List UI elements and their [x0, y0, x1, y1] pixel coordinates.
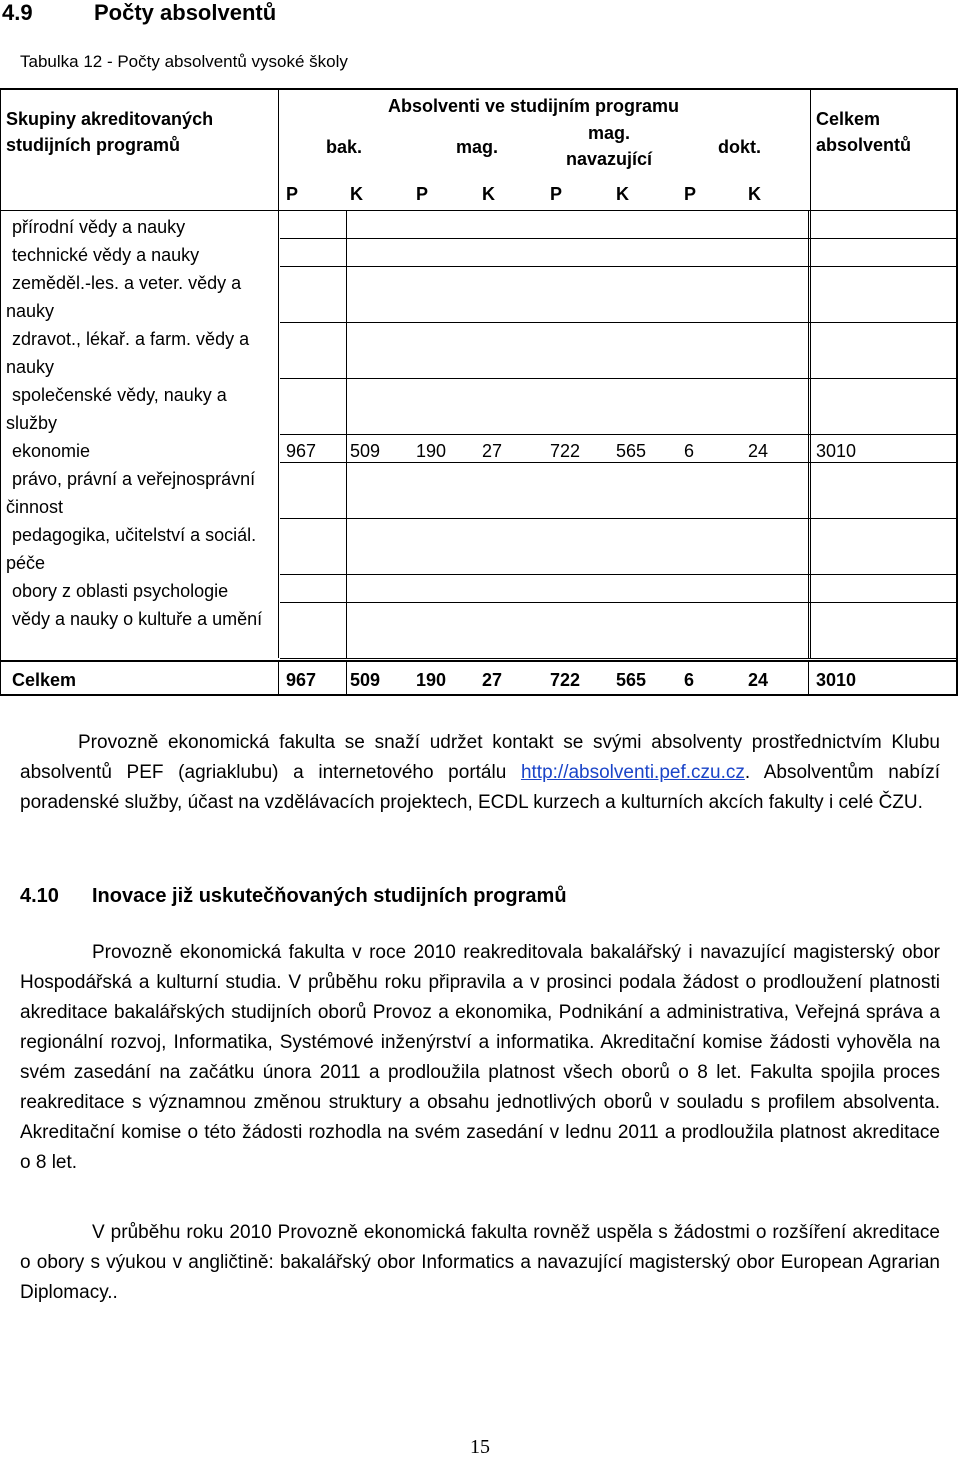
- header-separator: [0, 210, 280, 211]
- total-row-value: 24: [748, 670, 769, 690]
- row-total: 3010: [816, 441, 857, 461]
- total-row-top: [0, 660, 958, 662]
- alumni-portal-link[interactable]: http://absolventi.pef.czu.cz: [520, 762, 745, 783]
- table-hline: [280, 602, 810, 603]
- table-hline: [280, 462, 810, 463]
- section2-number: 4.10: [20, 885, 59, 907]
- program-type-3: dokt.: [718, 137, 761, 157]
- total-row-value: 967: [286, 670, 317, 690]
- table-vline: [278, 210, 279, 658]
- form-4: P: [550, 184, 563, 204]
- section-title: Počty absolventů: [94, 0, 277, 25]
- table-hline: [810, 574, 956, 575]
- table-vline: [346, 660, 347, 696]
- form-0: P: [286, 184, 299, 204]
- row-label: společenské vědy, nauky a služby: [6, 385, 227, 433]
- table-vline: [278, 88, 279, 210]
- table-hline: [810, 658, 956, 659]
- row-value: 967: [286, 441, 317, 461]
- program-type-2: mag. navazující: [565, 123, 653, 169]
- table-caption: Tabulka 12 - Počty absolventů vysoké školy: [20, 52, 348, 71]
- row-value: 722: [550, 441, 581, 461]
- table-vline: [278, 660, 279, 696]
- english-programs-paragraph: [20, 1218, 940, 1308]
- total-row-value: 27: [482, 670, 503, 690]
- row-label: ekonomie: [12, 441, 91, 461]
- row-value: 6: [684, 441, 695, 461]
- table-hline: [810, 266, 956, 267]
- program-type-1: mag.: [456, 137, 499, 157]
- table-border-bottom: [0, 694, 958, 696]
- form-5: K: [616, 184, 629, 204]
- table-vline: [810, 88, 811, 210]
- section2-title: Inovace již uskutečňovaných studijních programů: [92, 885, 567, 907]
- row-value: 509: [350, 441, 381, 461]
- total-row-value: 565: [616, 670, 647, 690]
- english-programs-text: V průběhu roku 2010 Provozně ekonomická fakulta rovněž uspěla s žádostmi o rozšíření akreditace o obory s výukou v angličtině: bakalářský obor Informatics a navazující magisterský obor European Agrarian Diplomacy..: [20, 1222, 940, 1303]
- table-hline: [810, 210, 956, 211]
- table-vline: [808, 210, 809, 658]
- section-number: 4.9: [2, 0, 33, 25]
- total-row-label: Celkem: [12, 670, 77, 690]
- row-label: obory z oblasti psychologie: [12, 581, 229, 601]
- total-row-value: 509: [350, 670, 381, 690]
- form-7: K: [748, 184, 761, 204]
- page-number: 15: [470, 1436, 490, 1458]
- header-programs: Absolventi ve studijním programu: [388, 96, 680, 116]
- total-row-value: 722: [550, 670, 581, 690]
- row-value: 27: [482, 441, 503, 461]
- row-label: zdravot., lékař. a farm. vědy a nauky: [6, 329, 250, 377]
- form-3: K: [482, 184, 495, 204]
- row-value: 565: [616, 441, 647, 461]
- header-total: Celkem absolventů: [816, 109, 912, 155]
- row-label: technické vědy a nauky: [12, 245, 200, 265]
- table-hline: [810, 378, 956, 379]
- form-2: P: [416, 184, 429, 204]
- table-hline: [280, 322, 810, 323]
- row-label: přírodní vědy a nauky: [12, 217, 186, 237]
- table-border-left: [0, 88, 1, 696]
- table-border-right: [956, 88, 958, 696]
- table-vline: [808, 660, 809, 696]
- alumni-paragraph: [20, 728, 940, 818]
- form-1: K: [350, 184, 363, 204]
- row-label: právo, právní a veřejnosprávní činnost: [6, 469, 256, 517]
- row-label: vědy a nauky o kultuře a umění: [12, 609, 263, 629]
- table-hline: [280, 210, 810, 211]
- table-hline: [810, 434, 956, 435]
- section2-heading: [20, 885, 567, 908]
- table-hline: [810, 238, 956, 239]
- alumni-text-end: . Absolventům nabízí poradenské služby, účast na vzdělávacích projektech, ECDL kurzech a kulturních akcích fakulty i celé ČZU.: [20, 762, 941, 813]
- table-vline: [346, 210, 347, 658]
- table-hline: [280, 658, 810, 659]
- graduates-table: [0, 88, 960, 698]
- table-hline: [280, 518, 810, 519]
- table-hline: [280, 378, 810, 379]
- table-hline: [810, 602, 956, 603]
- table-hline: [810, 462, 956, 463]
- program-type-0: bak.: [326, 137, 363, 157]
- table-hline: [810, 322, 956, 323]
- alumni-text: Provozně ekonomická fakulta se snaží udržet kontakt se svými absolventy prostřednictvím Klubu absolventů PEF (agriaklubu) a internetového portálu: [20, 732, 940, 783]
- header-groups: Skupiny akreditovaných studijních programů: [6, 109, 214, 155]
- row-label: pedagogika, učitelství a sociál. péče: [6, 525, 257, 573]
- table-hline: [280, 238, 810, 239]
- form-6: P: [684, 184, 697, 204]
- table-hline: [280, 266, 810, 267]
- table-vline: [810, 210, 811, 658]
- row-label: zeměděl.-les. a veter. vědy a nauky: [6, 273, 242, 321]
- innovation-text: Provozně ekonomická fakulta v roce 2010 reakreditovala bakalářský i navazující magisterský obor Hospodářská a kulturní studia. V průběhu roku připravila a v prosinci podala žádost o prodloužení platnosti akreditace bakalářských studijních oborů Provoz a ekonomika, Podnikání a administrativa, Veřejná správa a regionální rozvoj, Informatika, Systémové inženýrství a informatika. Akreditační komise žádosti vyhověla na svém zasedání na začátku února 2011 a prodloužila platnost všech oborů o 8 let. Fakulta spojila proces reakreditace s významnou změnou struktury a obsahu jednotlivých oborů v souladu s profilem absolventa. Akreditační komise o této žádosti rozhodla na svém zasedání v lednu 2011 a prodloužila platnost akreditace o 8 let.: [20, 942, 940, 1173]
- total-row-value: 6: [684, 670, 695, 690]
- total-row-total: 3010: [816, 670, 857, 690]
- table-hline: [280, 434, 810, 435]
- innovation-paragraph: [20, 938, 940, 1178]
- row-value: 24: [748, 441, 769, 461]
- total-row-value: 190: [416, 670, 447, 690]
- table-hline: [280, 574, 810, 575]
- section-heading: [0, 0, 276, 26]
- table-border-top: [0, 88, 958, 90]
- row-value: 190: [416, 441, 447, 461]
- table-hline: [810, 518, 956, 519]
